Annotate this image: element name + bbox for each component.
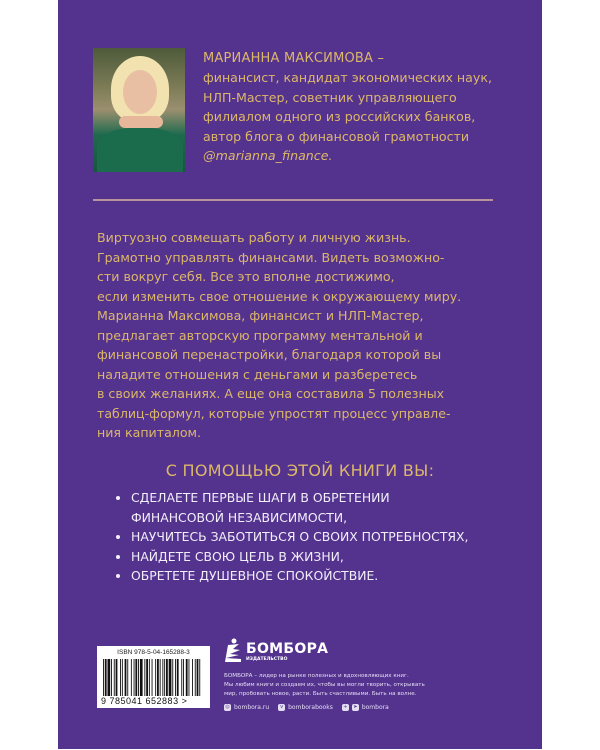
barcode-bar [134, 659, 135, 696]
description-line: наладите отношения с деньгами и разберетесь [97, 366, 418, 382]
bombora-logo-icon [224, 638, 242, 662]
barcode-bar [120, 659, 121, 696]
isbn-barcode [97, 646, 210, 708]
barcode-bar [146, 659, 148, 696]
barcode-bar [140, 659, 143, 696]
barcode-bar [114, 659, 115, 696]
description-line: если изменить свое отношение к окружающему миру. [97, 288, 462, 304]
bio-line: филиалом одного из российских банков, [203, 109, 476, 125]
barcode-bar [162, 659, 163, 696]
barcode-bar [108, 659, 111, 696]
website-link[interactable]: ◎ bombora.ru [225, 704, 270, 711]
vk-link[interactable]: v bomborabooks [278, 704, 333, 711]
description-line: Марианна Максимова, финансист и НЛП-Мастер, [97, 308, 424, 323]
barcode-bar [138, 659, 139, 696]
barcode-bar [199, 659, 200, 696]
barcode-bar [186, 659, 188, 696]
plus-icon: + [343, 704, 348, 710]
barcode-bar [105, 659, 107, 696]
benefits-list [116, 488, 468, 586]
description-line: финансовой перенастройки, благодаря которой вы [97, 347, 442, 362]
vk-icon: v [278, 704, 285, 711]
description-line: таблиц-формул, которые упростят процесс управле- [97, 405, 451, 421]
benefits-heading: С ПОМОЩЬЮ ЭТОЙ КНИГИ ВЫ: [165, 461, 435, 480]
barcode-bar [127, 659, 128, 696]
telegram-icon: ➤ [353, 704, 358, 710]
barcode-number: 9 785041 652883 > [101, 696, 188, 706]
social-links [224, 704, 389, 711]
description-line: Виртуозно совмещать работу и личную жизнь. [97, 230, 411, 245]
isbn-text: ISBN 978-5-04-165288-3 [117, 649, 190, 656]
barcode-bar [181, 659, 182, 696]
description-line: предлагает авторскую программу ментальной и [97, 327, 423, 343]
barcode-bar [122, 659, 123, 696]
publisher-subtitle: ИЗДАТЕЛЬСТВО [246, 657, 288, 662]
list-item: НАЙДЕТЕ СВОЮ ЦЕЛЬ В ЖИЗНИ, [116, 547, 468, 567]
barcode-bar [135, 659, 137, 696]
barcode-bar [195, 659, 196, 696]
barcode-bar [149, 659, 150, 696]
globe-icon: ◎ [225, 704, 230, 710]
list-item: СДЕЛАЕТЕ ПЕРВЫЕ ШАГИ В ОБРЕТЕНИИ ФИНАНСОВОЙ НЕЗАВИСИМОСТИ, [116, 488, 468, 527]
barcode-bar [166, 659, 168, 696]
barcode-bar [197, 659, 199, 696]
barcode-bar [131, 659, 132, 696]
barcode-bar [172, 659, 173, 696]
barcode-bar [152, 659, 153, 696]
bio-line: автор блога о финансовой грамотности [203, 128, 470, 144]
description [97, 228, 537, 443]
barcode-bars [103, 659, 203, 696]
author-photo [93, 48, 185, 172]
barcode-bar [175, 659, 176, 696]
barcode-bar [192, 659, 193, 696]
publisher-tagline: БОМБОРА – лидер на рынке полезных и вдохновляющих книг. Мы любим книги и создаем их, чтобы вы могли творить, открывать мир, пробовать новое, расти. Быть счастливыми. Быть на волне. [224, 673, 425, 697]
description-line: ния капиталом. [97, 425, 202, 440]
author-name: МАРИАННА МАКСИМОВА – [203, 51, 385, 66]
list-item: НАУЧИТЕСЬ ЗАБОТИТЬСЯ О СВОИХ ПОТРЕБНОСТЯХ, [116, 527, 468, 547]
barcode-bar [164, 659, 165, 696]
barcode-bar [111, 659, 112, 696]
barcode-bar [189, 659, 190, 696]
description-line: сти вокруг себя. Все это вполне достижимо, [97, 269, 395, 284]
barcode-bar [116, 659, 118, 696]
barcode-bar [155, 659, 156, 696]
barcode-bar [125, 659, 127, 696]
barcode-bar [157, 659, 159, 696]
barcode-bar [103, 659, 104, 696]
barcode-bar [144, 659, 145, 696]
book-back-cover [58, 0, 542, 749]
publisher-name: БОМБОРА [246, 641, 329, 657]
barcode-bar [183, 659, 184, 696]
list-item: ОБРЕТЕТЕ ДУШЕВНОЕ СПОКОЙСТВИЕ. [116, 566, 468, 586]
barcode-bar [177, 659, 179, 696]
barcode-bar [160, 659, 161, 696]
description-line: Грамотно управлять финансами. Видеть возможно- [97, 249, 445, 265]
description-line: в своих желаниях. А еще она составила 5 полезных [97, 386, 445, 401]
author-handle: @marianna_finance. [203, 148, 333, 164]
author-bio [203, 49, 543, 165]
divider [93, 199, 493, 201]
telegram-link[interactable]: + ➤ bombora [343, 704, 389, 711]
bio-line: финансист, кандидат экономических наук, [203, 70, 492, 86]
barcode-bar [169, 659, 172, 696]
bio-line: НЛП-Мастер, советник управляющего [203, 89, 457, 105]
